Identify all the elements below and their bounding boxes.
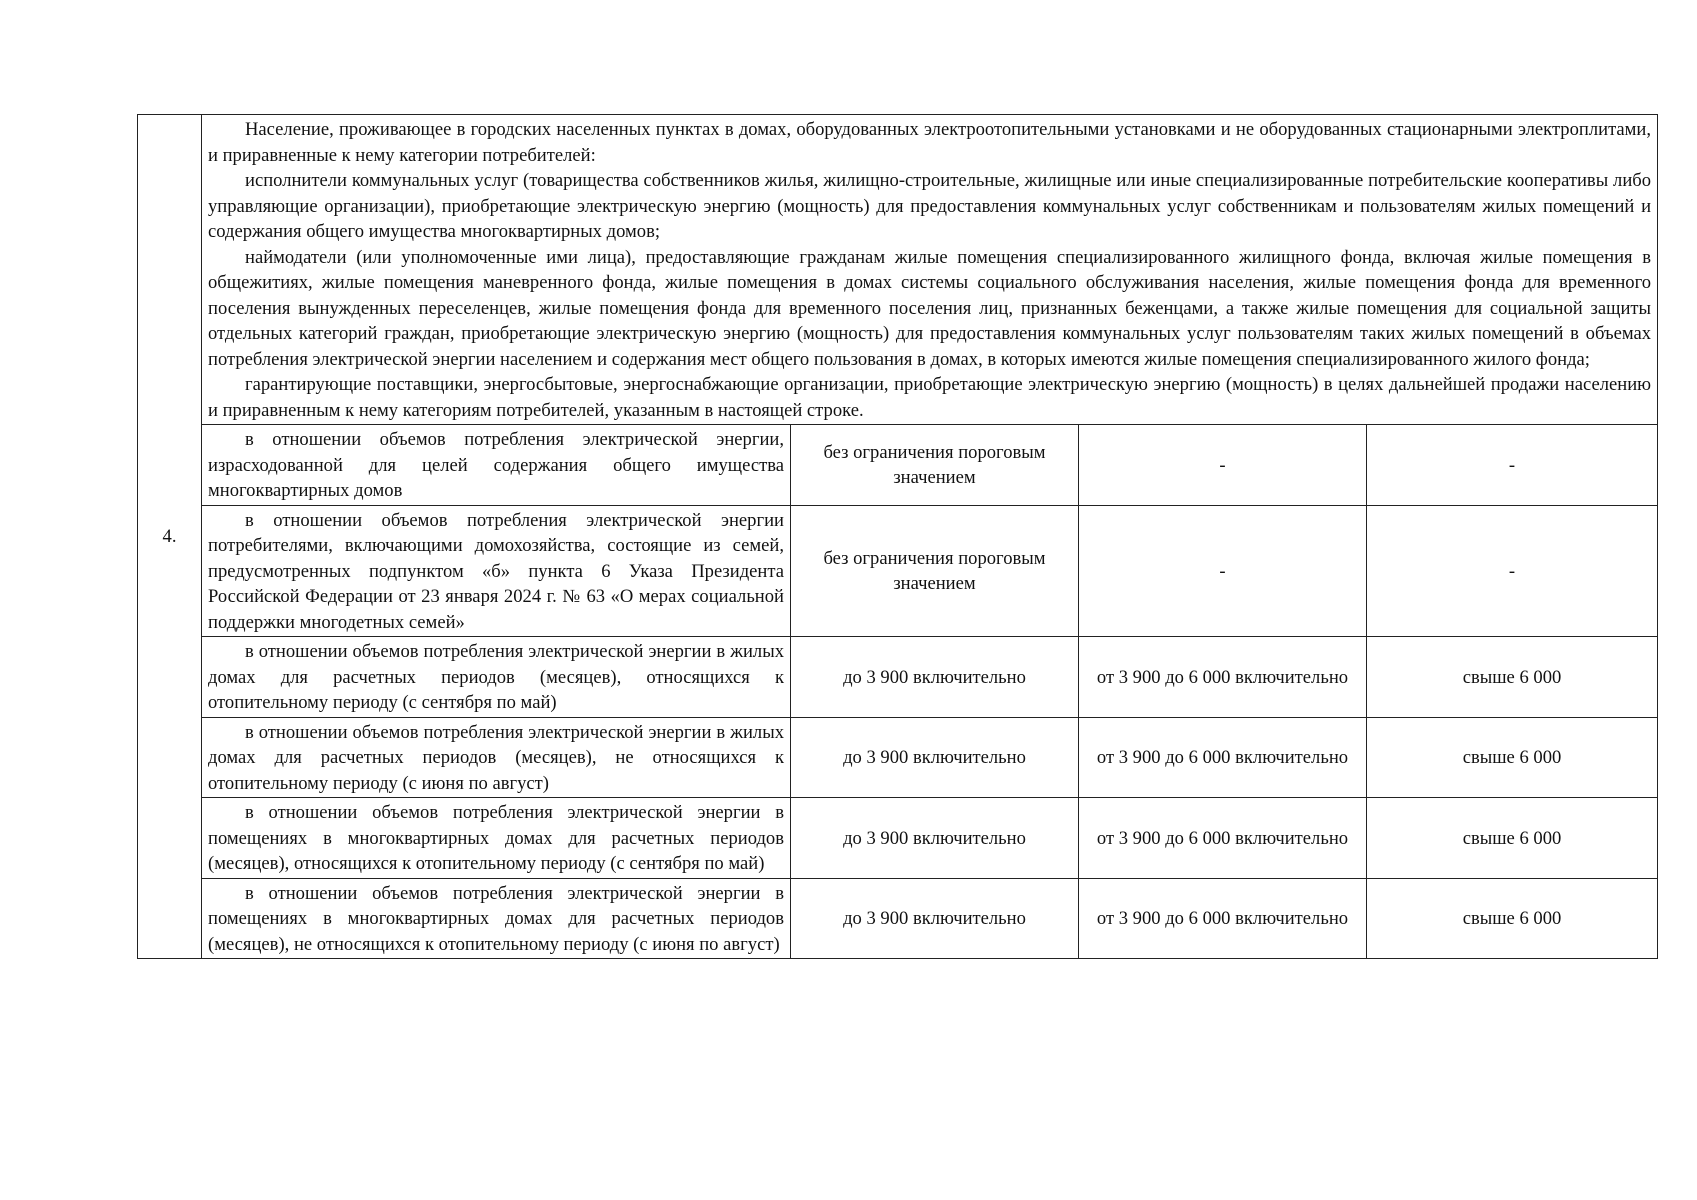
row-description — [202, 115, 1658, 425]
range-low-cell: без ограничения пороговым значением — [791, 505, 1079, 637]
table-row — [138, 798, 1658, 879]
category-cell: в отношении объемов потребления электрической энергии в жилых домах для расчетных периодов (месяцев), относящихся к отопительному периоду (с сентября по май) — [202, 637, 791, 718]
range-low-cell: до 3 900 включительно — [791, 717, 1079, 798]
range-mid-cell: от 3 900 до 6 000 включительно — [1079, 878, 1367, 959]
category-cell: в отношении объемов потребления электрической энергии потребителями, включающими домохозяйства, состоящие из семей, предусмотренных подпунктом «б» пункта 6 Указа Президента Российской Федерации от 23 января 2024 г. № 63 «О мерах социальной поддержки многодетных семей» — [202, 505, 791, 637]
table-row — [138, 505, 1658, 637]
category-cell: в отношении объемов потребления электрической энергии, израсходованной для целей содержания общего имущества многоквартирных домов — [202, 425, 791, 506]
table-row — [138, 425, 1658, 506]
table-row — [138, 717, 1658, 798]
range-low-cell: до 3 900 включительно — [791, 798, 1079, 879]
category-cell: в отношении объемов потребления электрической энергии в помещениях в многоквартирных домах для расчетных периодов (месяцев), относящихся к отопительному периоду (с сентября по май) — [202, 798, 791, 879]
range-low-cell: до 3 900 включительно — [791, 637, 1079, 718]
table-row — [138, 878, 1658, 959]
category-cell: в отношении объемов потребления электрической энергии в помещениях в многоквартирных домах для расчетных периодов (месяцев), не относящихся к отопительному периоду (с июня по август) — [202, 878, 791, 959]
description-paragraph: наймодатели (или уполномоченные ими лица), предоставляющие гражданам жилые помещения специализированного жилищного фонда, включая жилые помещения в общежитиях, жилые помещения маневренного фонда, жилые помещения в домах системы социального обслуживания населения, жилые помещения фонда для временного поселения вынужденных переселенцев, жилые помещения фонда для временного поселения лиц, признанных беженцами, а также жилые помещения для социальной защиты отдельных категорий граждан, приобретающие электрическую энергию (мощность) для предоставления коммунальных услуг пользователям таких жилых помещений в объемах потребления электрической энергии населением и содержания мест общего пользования в домах, в которых имеются жилые помещения специализированного жилого фонда; — [208, 246, 1652, 370]
range-high-cell: свыше 6 000 — [1367, 717, 1658, 798]
description-paragraph: Население, проживающее в городских населенных пунктах в домах, оборудованных электроотопительными установками и не оборудованных стационарными электроплитами, и приравненные к нему категории потребителей: — [208, 119, 1652, 166]
description-paragraph: исполнители коммунальных услуг (товарищества собственников жилья, жилищно-строительные, жилищные или иные специализированные потребительские кооперативы либо управляющие организации), приобретающие электрическую энергию (мощность) для предоставления коммунальных услуг собственникам и пользователям жилых помещений и содержания общего имущества многоквартирных домов; — [208, 170, 1652, 242]
range-mid-cell: - — [1079, 505, 1367, 637]
range-low-cell: до 3 900 включительно — [791, 878, 1079, 959]
range-mid-cell: от 3 900 до 6 000 включительно — [1079, 717, 1367, 798]
range-low-cell: без ограничения пороговым значением — [791, 425, 1079, 506]
range-high-cell: свыше 6 000 — [1367, 637, 1658, 718]
range-high-cell: свыше 6 000 — [1367, 798, 1658, 879]
range-mid-cell: от 3 900 до 6 000 включительно — [1079, 637, 1367, 718]
category-cell: в отношении объемов потребления электрической энергии в жилых домах для расчетных периодов (месяцев), не относящихся к отопительному периоду (с июня по август) — [202, 717, 791, 798]
range-high-cell: - — [1367, 505, 1658, 637]
row-number: 4. — [138, 115, 202, 959]
tariff-table — [137, 114, 1658, 959]
range-mid-cell: - — [1079, 425, 1367, 506]
range-high-cell: свыше 6 000 — [1367, 878, 1658, 959]
table-row — [138, 115, 1658, 425]
range-high-cell: - — [1367, 425, 1658, 506]
range-mid-cell: от 3 900 до 6 000 включительно — [1079, 798, 1367, 879]
description-paragraph: гарантирующие поставщики, энергосбытовые, энергоснабжающие организации, приобретающие электрическую энергию (мощность) в целях дальнейшей продажи населению и приравненным к нему категориям потребителей, указанным в настоящей строке. — [208, 374, 1652, 421]
table-row — [138, 637, 1658, 718]
